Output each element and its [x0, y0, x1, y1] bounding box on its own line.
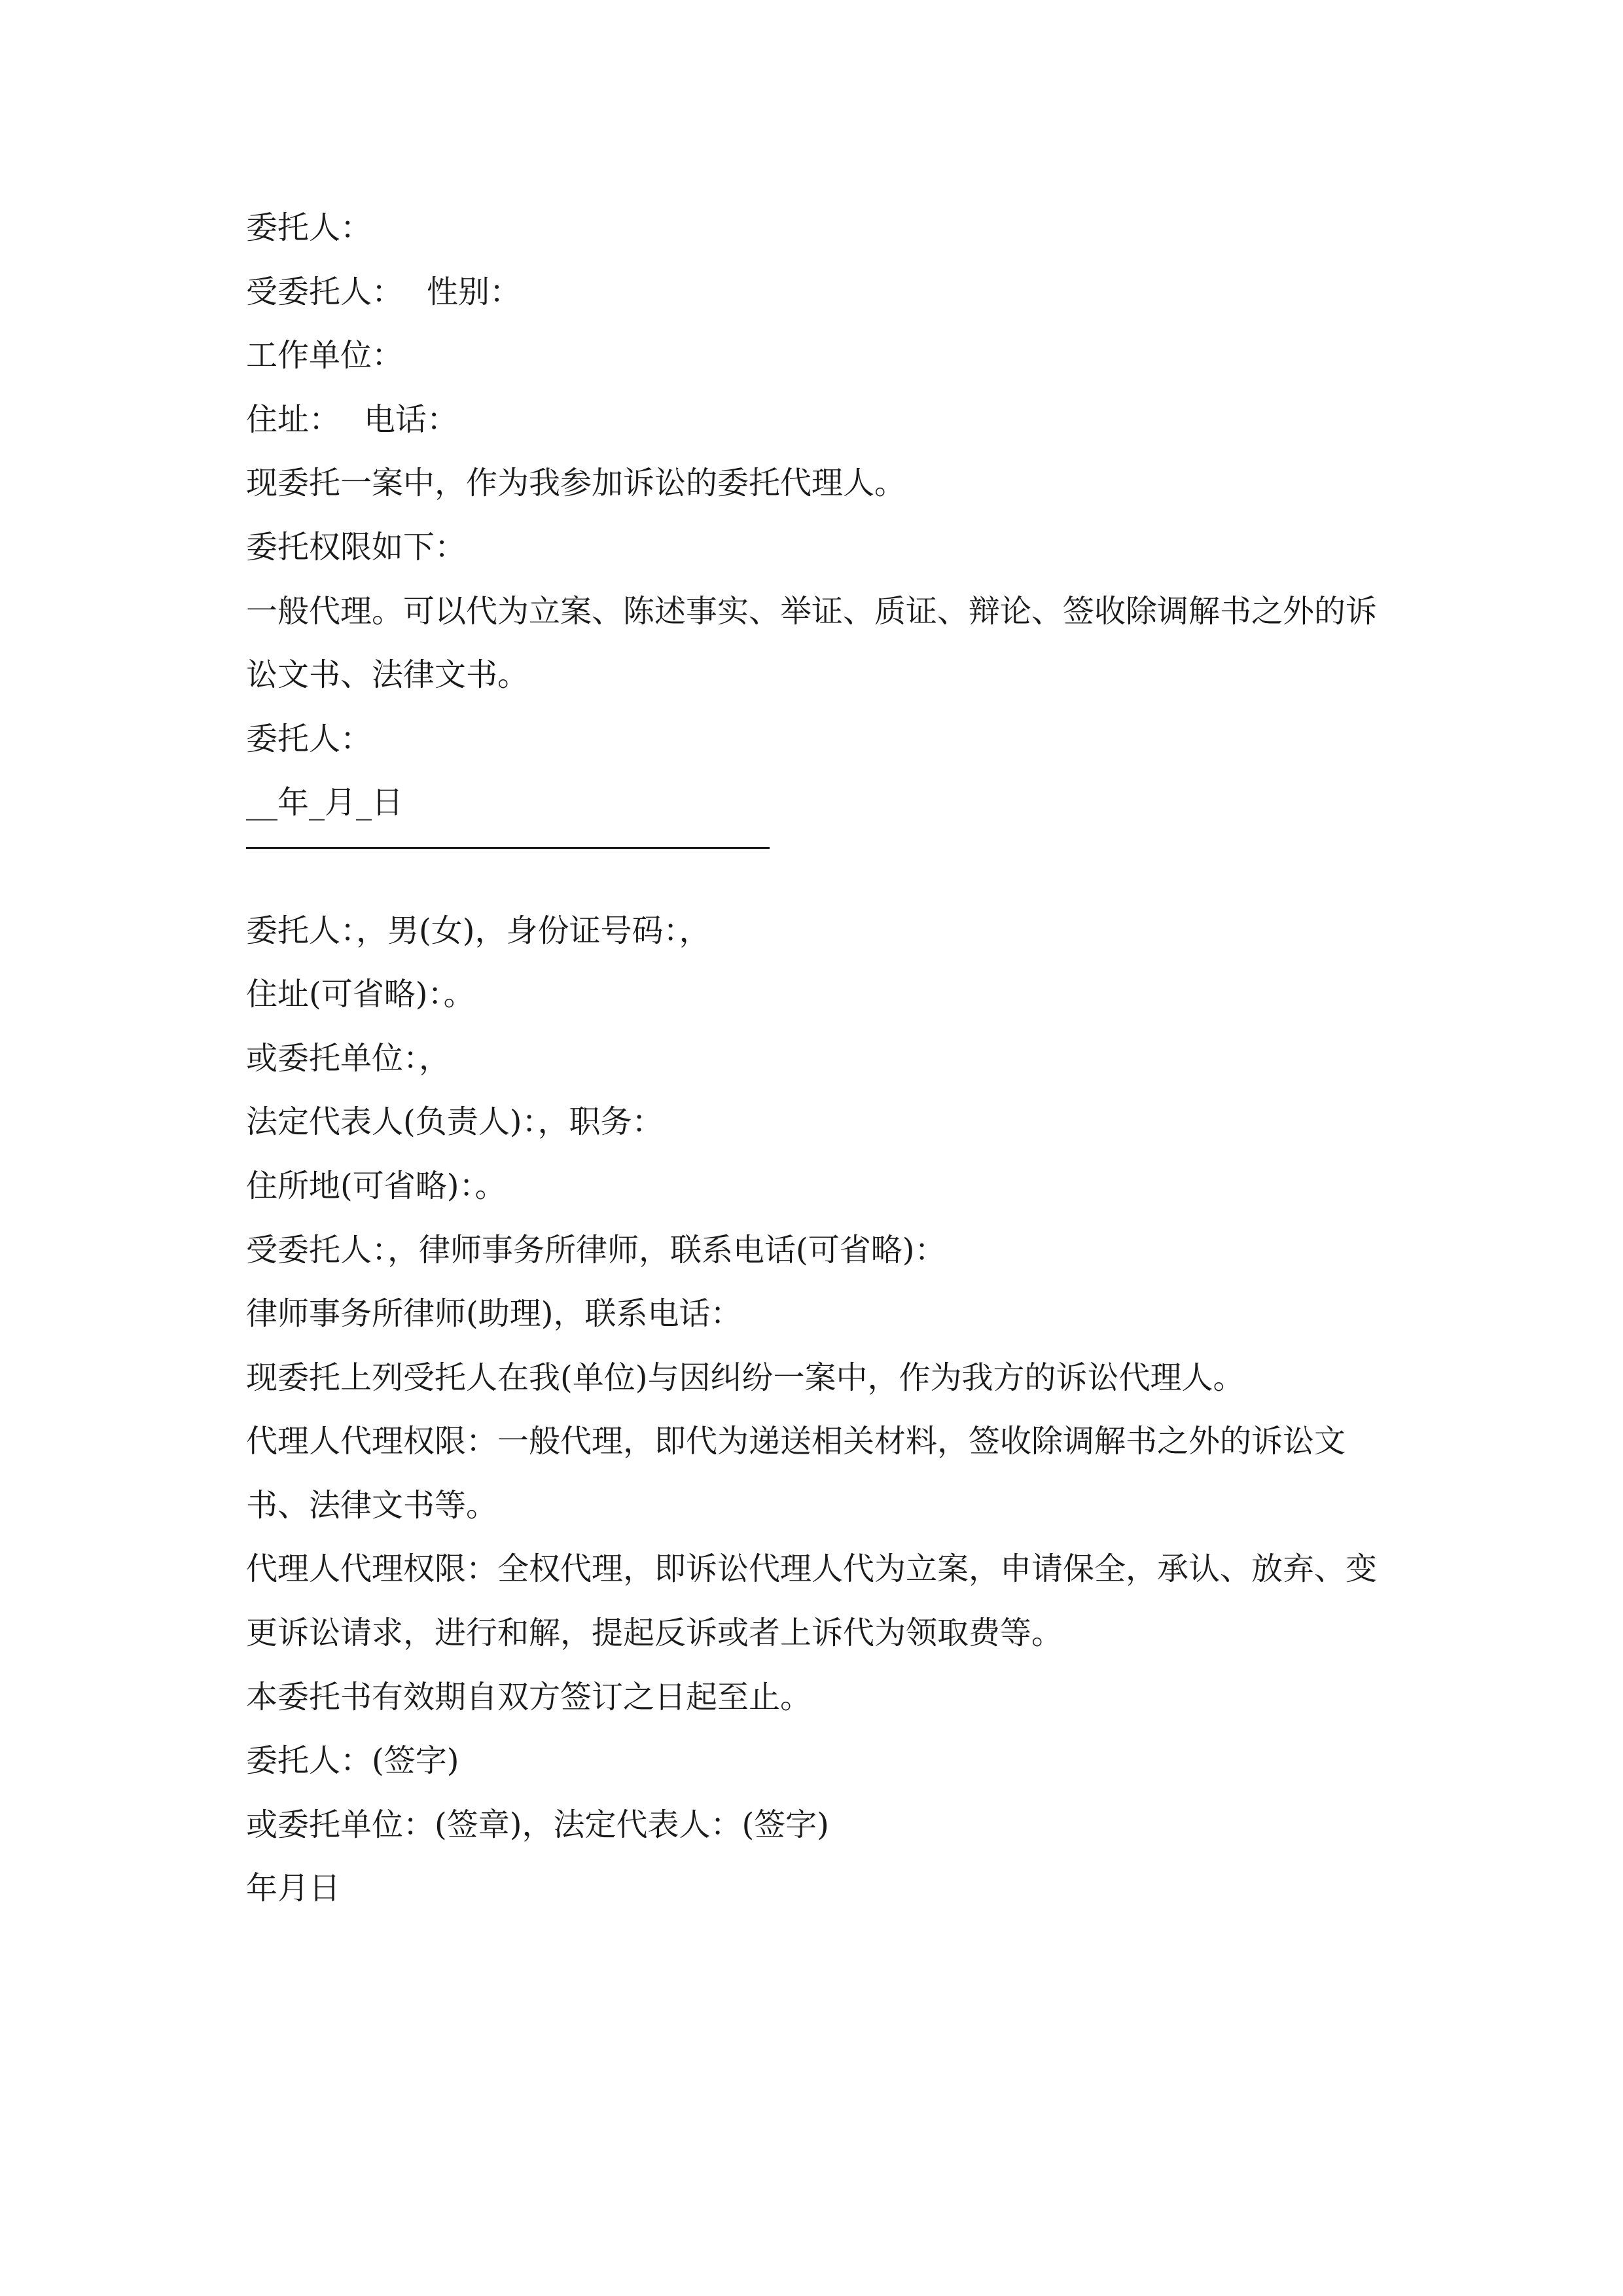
legal-rep-line: 法定代表人(负责人)：，职务：	[246, 1103, 664, 1141]
address-phone-line	[246, 388, 1391, 452]
general-authority-text: 代理人代理权限：一般代理，即代为递送相关材料，签收除调解书之外的诉讼文书、法律文书等。	[246, 1423, 1346, 1524]
full-authority-text: 代理人代理权限：全权代理，即诉讼代理人代为立案，申请保全，承认、放弃、变更诉讼请求，进行和解，提起反诉或者上诉代为领取费等。	[246, 1551, 1378, 1652]
authority-text: 一般代理。可以代为立案、陈述事实、举证、质证、辩论、签收除调解书之外的诉讼文书、法律文书。	[246, 592, 1378, 694]
date-line: __年_月_日	[246, 784, 404, 821]
residence-optional-line: 住所地(可省略)：。	[246, 1167, 507, 1204]
principal-info-line: 委托人：，男(女)，身份证号码：，	[246, 912, 711, 949]
document-body	[246, 196, 1391, 1921]
phone-label: 电话：	[364, 401, 459, 438]
entrust-statement: 现委托一案中，作为我参加诉讼的委托代理人。	[246, 465, 906, 502]
principal-signature-line: 委托人：(签字)	[246, 1742, 459, 1780]
principal-sign-line: 委托人：	[246, 720, 372, 757]
agent-label: 受委托人：	[246, 273, 404, 310]
agent-info-line: 受委托人：，律师事务所律师，联系电话(可省略)：	[246, 1231, 946, 1268]
assistant-info-line: 律师事务所律师(助理)，联系电话：	[246, 1295, 742, 1333]
work-unit-line: 工作单位：	[246, 337, 404, 374]
principal-line: 委托人：	[246, 209, 372, 246]
authority-heading: 委托权限如下：	[246, 528, 467, 565]
validity-line: 本委托书有效期自双方签订之日起至止。	[246, 1678, 812, 1715]
gender-label: 性别：	[427, 273, 522, 310]
signature-date-line: 年月日	[246, 1870, 341, 1907]
section-divider	[246, 835, 1391, 899]
unit-signature-line: 或委托单位：(签章)，法定代表人：(签字)	[246, 1806, 829, 1843]
agent-gender-line	[246, 260, 1391, 325]
entrust-statement-2: 现委托上列受托人在我(单位)与因纠纷一案中，作为我方的诉讼代理人。	[246, 1359, 1245, 1396]
address-label: 住址：	[246, 401, 341, 438]
or-unit-line: 或委托单位：，	[246, 1039, 451, 1077]
address-optional-line: 住址(可省略)：。	[246, 976, 475, 1013]
